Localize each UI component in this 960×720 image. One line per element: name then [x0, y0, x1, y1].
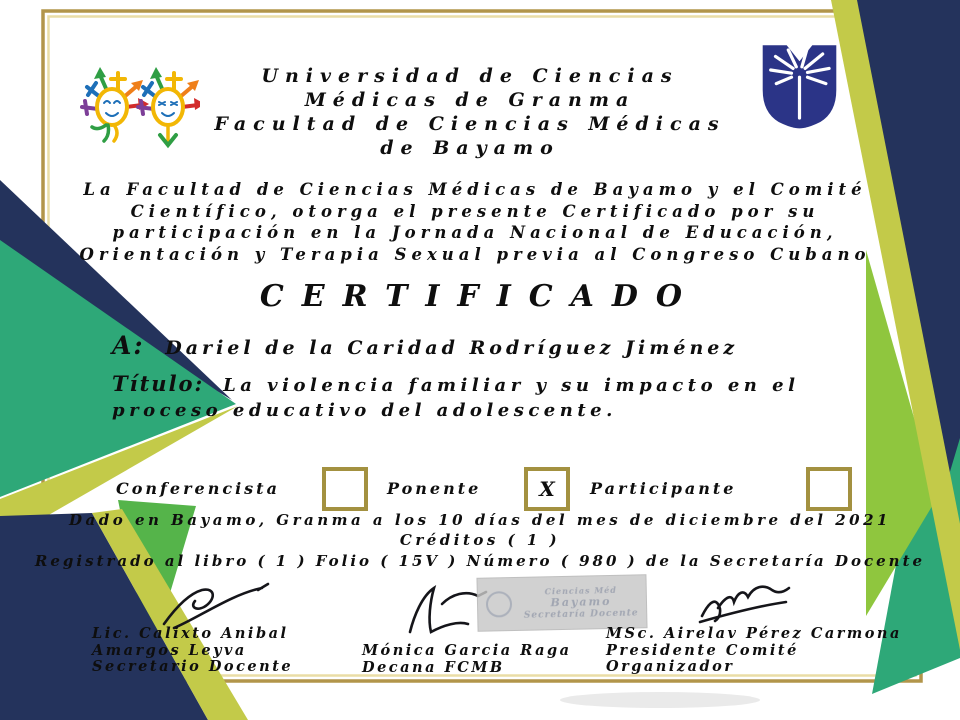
institution-line: Facultad de Ciencias Médicas	[214, 113, 726, 135]
signatory-presidente-comite: MSc. Airelav Pérez Carmona Presidente Comité Organizador	[606, 625, 902, 675]
certificate-title: CERTIFICADO	[259, 279, 701, 314]
role-label-ponente: Ponente	[387, 479, 482, 498]
work-title-block	[112, 371, 892, 423]
signatory-secretario-docente: Lic. Calixto Anibal Amargos Leyva Secretario Docente	[92, 625, 294, 675]
award-statement-line: Orientación y Terapia Sexual previa al Congreso Cubano	[79, 244, 871, 264]
stamp-line-1: Ciencias Méd	[544, 584, 617, 597]
recipient-line	[112, 331, 872, 360]
stamp-emblem-icon	[486, 591, 513, 618]
stamp-line-3: Secretaría Docente	[523, 608, 639, 621]
role-label-participante: Participante	[590, 479, 737, 498]
signatory-decana: Mónica Garcia Raga Decana FCMB	[362, 642, 572, 676]
secretaria-docente-stamp	[476, 574, 647, 632]
institution-header	[95, 64, 845, 160]
checkbox-ponente	[524, 467, 570, 511]
award-statement-line: La Facultad de Ciencias Médicas de Bayamo y el Comité	[83, 180, 867, 199]
work-title-label: Título:	[112, 371, 205, 396]
checkbox-ponente-mark: X	[539, 477, 555, 501]
institution-line: de Bayamo	[380, 137, 560, 159]
recipient-name: Dariel de la Caridad Rodríguez Jiménez	[165, 337, 739, 359]
role-label-conferencista: Conferencista	[116, 479, 280, 498]
checkbox-participante	[806, 467, 852, 511]
award-statement-line: Científico, otorga el presente Certificado por su	[130, 201, 820, 221]
institution-line: Médicas de Granma	[304, 89, 636, 111]
institution-line: Universidad de Ciencias	[261, 65, 679, 87]
work-title-line-2: proceso educativo del adolescente.	[112, 400, 617, 421]
award-statement-line: participación en la Jornada Nacional de Educación,	[112, 223, 838, 242]
credits-line: Créditos ( 1 )	[399, 531, 561, 549]
signature-presidente-comite	[694, 576, 794, 624]
work-title-line-1: Título: La violencia familiar y su impacto en el	[112, 371, 800, 396]
checkbox-conferencista	[322, 467, 368, 511]
registration-line: Registrado al libro ( 1 ) Folio ( 15V ) Número ( 980 ) de la Secretaría Docente	[34, 552, 926, 570]
recipient-label: A:	[112, 331, 145, 360]
stamp-line-2: Bayamo	[550, 594, 612, 610]
award-statement	[70, 179, 880, 265]
stamp-text	[516, 583, 647, 622]
issued-at-line: Dado en Bayamo, Granma a los 10 días del mes de diciembre del 2021	[69, 511, 891, 529]
